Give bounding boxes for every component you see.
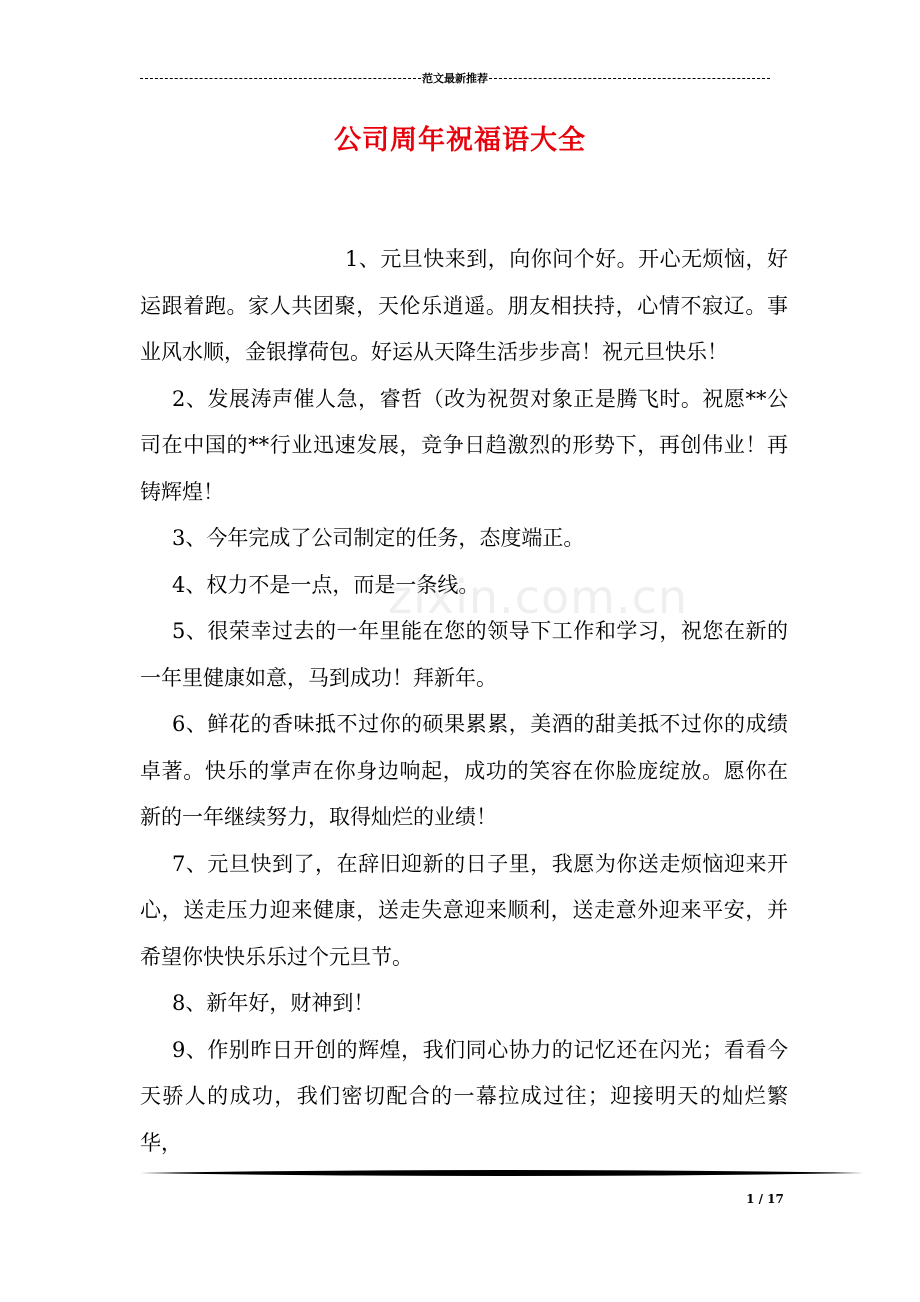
paragraph-7: 7、元旦快到了，在辞旧迎新的日子里，我愿为你送走烦恼迎来开心，送走压力迎来健康，送走失意迎来顺利，送走意外迎来平安，并希望你快快乐乐过个元旦节。 [140, 851, 788, 969]
paragraph-5: 5、很荣幸过去的一年里能在您的领导下工作和学习，祝您在新的一年里健康如意，马到成功！拜新年。 [140, 619, 788, 690]
page-header [140, 70, 770, 86]
header-dash-left [140, 78, 421, 79]
paragraph-9: 9、作别昨日开创的辉煌，我们同心协力的记忆还在闪光；看看今天骄人的成功，我们密切配合的一幕拉成过往；迎接明天的灿烂繁华， [140, 1037, 788, 1155]
paragraph-1: 1、元旦快来到，向你问个好。开心无烦恼，好运跟着跑。家人共团聚，天伦乐逍遥。朋友相扶持，心情不寂辽。事业风水顺，金银撑荷包。好运从天降生活步步高！祝元旦快乐！ [140, 247, 788, 364]
document-title: 公司周年祝福语大全 [334, 125, 586, 156]
paragraph-2: 2、发展涛声催人急，睿哲（改为祝贺对象正是腾飞时。祝愿**公司在中国的**行业迅速发展，竞争日趋激烈的形势下，再创伟业！再铸辉煌！ [140, 386, 788, 504]
header-dash-right [489, 78, 770, 79]
page-number: 1 / 17 [746, 1192, 784, 1206]
document-body [140, 236, 788, 1166]
header-text: 范文最新推荐 [422, 72, 488, 85]
paragraph-4: 4、权力不是一点，而是一条线。 [172, 572, 480, 597]
paragraph-6: 6、鲜花的香味抵不过你的硕果累累，美酒的甜美抵不过你的成绩卓著。快乐的掌声在你身边响起，成功的笑容在你脸庞绽放。愿你在新的一年继续努力，取得灿烂的业绩！ [140, 712, 788, 829]
footer-rule [140, 1166, 864, 1180]
watermark: zixin.com.cn [388, 570, 689, 624]
paragraph-8: 8、新年好，财神到！ [172, 991, 375, 1015]
paragraph-3: 3、今年完成了公司制定的任务，态度端正。 [172, 526, 585, 550]
